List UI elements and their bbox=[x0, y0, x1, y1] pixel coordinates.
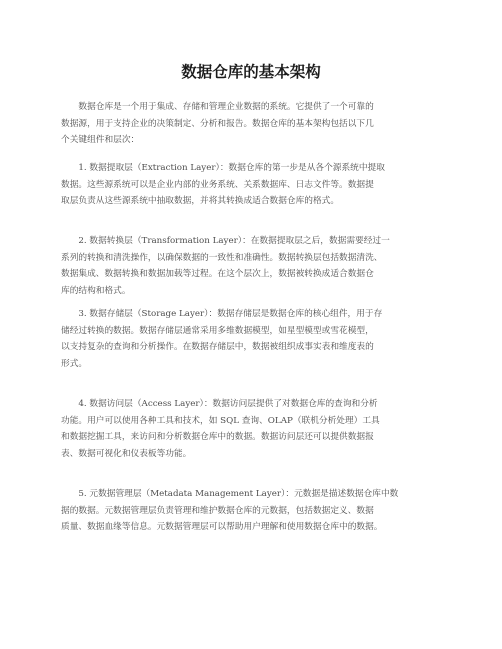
text-line: 个关键组件和层次： bbox=[61, 135, 140, 146]
text-line: 数据集成、数据转换和数据加载等过程。在这个层次上，数据被转换成适合数据仓 bbox=[61, 269, 374, 280]
extraction-layer-paragraph bbox=[61, 160, 443, 210]
text-line: 取层负责从这些源系统中抽取数据，并将其转换成适合数据仓库的格式。 bbox=[61, 196, 339, 207]
metadata-layer-paragraph bbox=[61, 486, 443, 536]
text-line: 和数据挖掘工具，来访问和分析数据仓库中的数据。数据访问层还可以提供数据报 bbox=[61, 432, 374, 443]
text-line: 据的数据。元数据管理层负责管理和维护数据仓库的元数据，包括数据定义、数据 bbox=[61, 505, 374, 516]
text-line: 表、数据可视化和仪表板等功能。 bbox=[61, 448, 192, 459]
text-line: 4. 数据访问层（Access Layer）：数据访问层提供了对数据仓库的查询和分析 bbox=[61, 399, 378, 409]
intro-paragraph bbox=[61, 99, 443, 149]
text-line: 功能。用户可以使用各种工具和技术，如 SQL 查询、OLAP（联机分析处理）工具 bbox=[61, 415, 380, 426]
text-line: 数据仓库是一个用于集成、存储和管理企业数据的系统。它提供了一个可靠的 bbox=[61, 102, 374, 112]
text-line: 1. 数据提取层（Extraction Layer）：数据仓库的第一步是从各个源系统中提取 bbox=[61, 163, 385, 173]
access-layer-paragraph bbox=[61, 396, 443, 462]
transformation-layer-paragraph bbox=[61, 233, 443, 299]
storage-layer-paragraph bbox=[61, 306, 443, 372]
text-line: 系列的转换和清洗操作，以确保数据的一致性和准确性。数据转换层包括数据清洗、 bbox=[61, 252, 383, 263]
text-line: 3. 数据存储层（Storage Layer）：数据存储层是数据仓库的核心组件，用于存 bbox=[61, 309, 383, 319]
document-title: 数据仓库的基本架构 bbox=[181, 63, 321, 81]
text-line: 以支持复杂的查询和分析操作。在数据存储层中，数据被组织成事实表和维度表的 bbox=[61, 342, 374, 353]
text-line: 储经过转换的数据。数据存储层通常采用多维数据模型，如星型模型或雪花模型， bbox=[61, 325, 374, 336]
text-line: 形式。 bbox=[61, 358, 88, 369]
text-line: 2. 数据转换层（Transformation Layer）：在数据提取层之后，数据需要经过一 bbox=[61, 236, 390, 246]
text-line: 5. 元数据管理层（Metadata Management Layer）：元数据是描述数据仓库中数 bbox=[61, 489, 399, 499]
text-line: 库的结构和格式。 bbox=[61, 285, 131, 296]
text-line: 数据。这些源系统可以是企业内部的业务系统、关系数据库、日志文件等。数据提 bbox=[61, 179, 374, 190]
text-line: 数据源，用于支持企业的决策制定、分析和报告。数据仓库的基本架构包括以下几 bbox=[61, 118, 374, 129]
text-line: 质量、数据血缘等信息。元数据管理层可以帮助用户理解和使用数据仓库中的数据。 bbox=[61, 522, 383, 533]
